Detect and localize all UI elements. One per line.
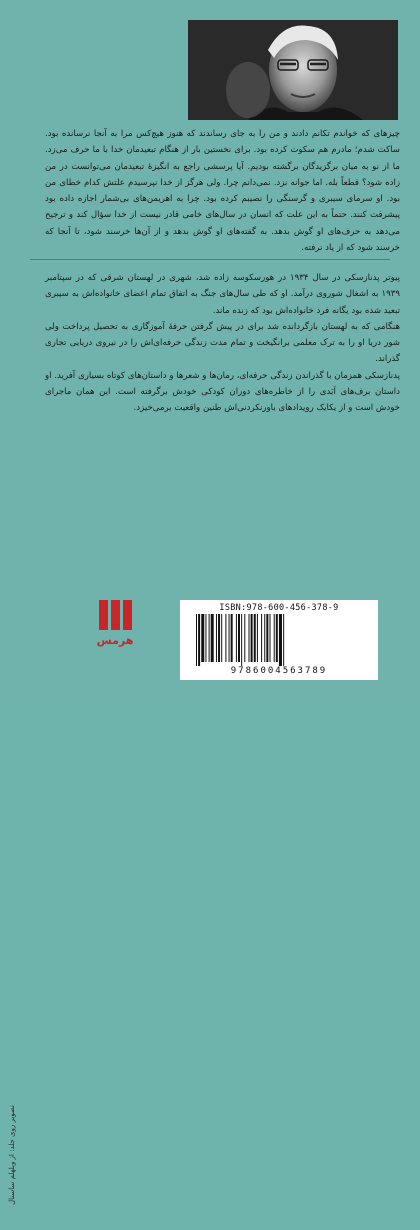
publisher-name: هرمس — [96, 634, 134, 647]
cover-image-credit: تصویر روی جلد: از ویلهلم ساسنال — [8, 1105, 16, 1205]
quote-excerpt — [45, 126, 400, 256]
author-portrait-image — [188, 20, 398, 120]
bio-paragraph: پدنازسکی همزمان با گذراندن زندگی حرفه‌ای، رمان‌ها و شعرها و داستان‌های کوتاه بسیاری آفرید. او داستان برف‌های اَبَدی را از خاطره‌های دوران کودکی خودش برگرفته است. این همان ماجرای خودش است و از یکایک رویدادهای باورنکردنی‌اش طنین واقعیت برمی‌خیزد. — [45, 370, 400, 414]
bio-paragraph: پیوتر پدنازسکی در سال ۱۹۳۴ در هورسکوسه زاده شد، شهری در لهستان شرقی که در سپتامبر ۱۹۳۹ به اشغال شوروی درآمد. او که طی سال‌های جنگ به اتفاق تمام اعضای خانواده‌اش به سیبری تبعید شده بود یگانه فرد خانواده‌اش بود که زنده ماند. — [45, 273, 400, 316]
quote-paragraph: چیزهای که خواندم تکانم دادند و من را به جای رساندند که هنوز هیچ‌کس مرا به آنجا نرسانده بود. ساکت شدم؛ مادرم هم سکوت کرده بود. برای نخستین بار از هنگام تبعیدمان خدا با ما حرف می‌زد. ما از نو به میان برگزیدگان برگشته بودیم. آیا پرسشی راجع به انگیزهٔ تبعیدمان می‌توانست در من زاده شود؟ قطعاً بله. اما جوانه نزد. نمی‌دانم چرا. ولی هرگز از خدا نپرسیدم علتش کدام خطای من بود. او سرمای سیبری و گرسنگی را نصیبم کرده بود. چرا به اهریمن‌های بی‌شمار اجازه داده بود پیشرفت کنند. حتماً به این علت که انسان در سال‌های خامی قادر نیست از خدا سؤال کند و ترجیح می‌دهد به حرف‌های او گوش بدهد. به گفته‌های او گوش بدهد و از آن‌ها خرسند شود، تا آنجا که خرسند شود که از یاد نرفته. — [45, 129, 400, 254]
author-photo — [188, 20, 398, 120]
publisher-logo — [92, 600, 138, 660]
bio-paragraph: هنگامی که به لهستان بازگردانده شد برای در پیش گرفتن حرفهٔ آموزگاری به تحصیل پرداخت ولی شور دریا او را به ترک معلمی برانگیخت و تمام مدت زندگی حرفه‌ای‌اش را در نیروی دریایی تجاری گذراند. — [45, 321, 400, 365]
isbn-label: ISBN:978-600-456-378-9 — [219, 603, 339, 613]
section-divider — [30, 259, 390, 260]
author-bio — [45, 270, 400, 417]
barcode-bars — [194, 614, 364, 666]
publisher-logo-icon — [92, 600, 138, 630]
cover-credit-container — [4, 540, 18, 1205]
barcode-digits: 9786004563789 — [230, 666, 328, 676]
isbn-barcode — [180, 600, 378, 680]
